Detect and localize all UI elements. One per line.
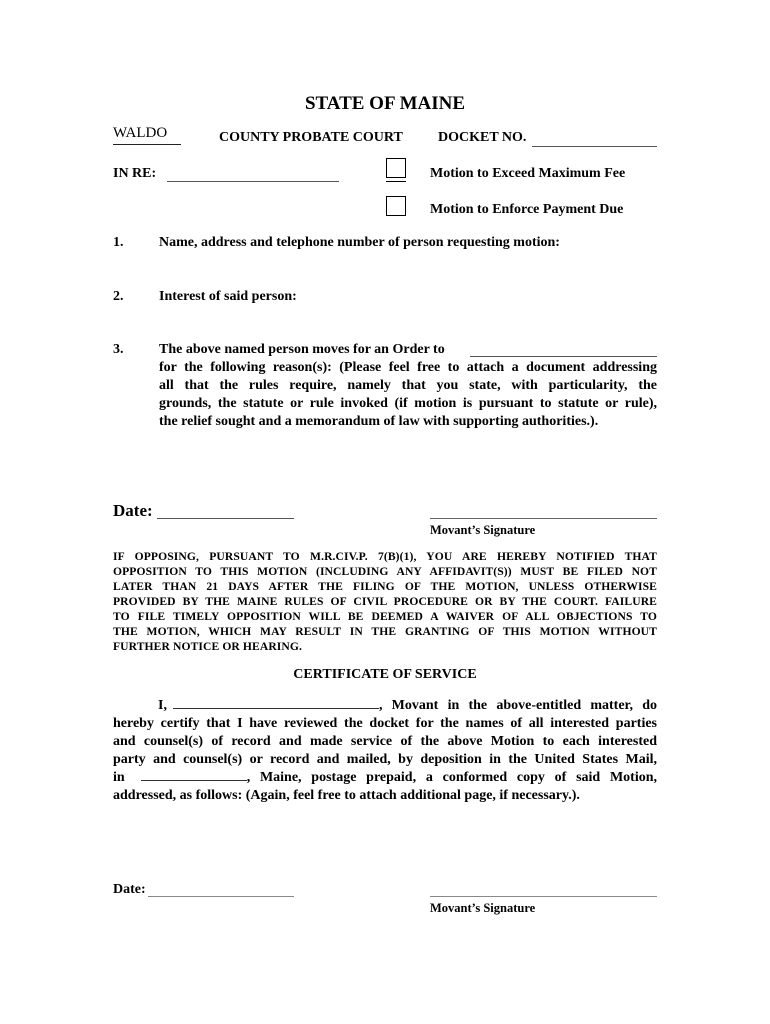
in-re-label: IN RE: bbox=[113, 166, 157, 181]
city-field[interactable] bbox=[141, 780, 247, 781]
movant-signature-field[interactable] bbox=[430, 518, 657, 519]
notice-line: TO FILE TIMELY OPPOSITION WILL BE DEEMED A WAIVER OF ALL OBJECTIONS TO bbox=[113, 610, 657, 623]
notice-line: THE MOTION, WHICH MAY RESULT IN THE GRANTING OF THIS MOTION WITHOUT bbox=[113, 625, 657, 638]
item-3-line: grounds, the statute or rule invoked (if motion is pursuant to statute or rule), bbox=[159, 396, 657, 411]
date-label-2: Date: bbox=[113, 882, 146, 897]
docket-number-field[interactable] bbox=[532, 146, 657, 147]
notice-line: FURTHER NOTICE OR HEARING. bbox=[113, 640, 302, 653]
item-2-number: 2. bbox=[113, 289, 124, 304]
certificate-line-5-rest: , Maine, postage prepaid, a conformed copy of said Motion, bbox=[246, 770, 657, 785]
certificate-title: CERTIFICATE OF SERVICE bbox=[293, 667, 477, 682]
item-3-line: for the following reason(s): (Please feel free to attach a document addressing bbox=[159, 360, 657, 375]
notice-line: PROVIDED BY THE MAINE RULES OF CIVIL PROCEDURE OR BY THE COURT. FAILURE bbox=[113, 595, 657, 608]
certificate-line-3: and counsel(s) of record and made service of the above Motion to each interested bbox=[113, 734, 657, 749]
item-3-number: 3. bbox=[113, 342, 124, 357]
certificate-in: in bbox=[113, 770, 125, 785]
docket-label: DOCKET NO. bbox=[438, 130, 527, 145]
date-field-2[interactable] bbox=[148, 896, 294, 897]
order-field[interactable] bbox=[470, 356, 657, 357]
enforce-payment-label: Motion to Enforce Payment Due bbox=[430, 202, 624, 217]
movant-name-field[interactable] bbox=[173, 708, 379, 709]
opposition-notice bbox=[113, 549, 657, 654]
exceed-fee-label: Motion to Exceed Maximum Fee bbox=[430, 166, 626, 181]
item-3-text-first: The above named person moves for an Order to bbox=[159, 342, 445, 357]
certificate-i: I, bbox=[158, 698, 167, 713]
enforce-payment-checkbox[interactable] bbox=[386, 196, 406, 216]
certificate-body bbox=[113, 697, 657, 805]
date-label: Date: bbox=[113, 501, 153, 520]
page-title: STATE OF MAINE bbox=[304, 93, 466, 114]
item-1-text: Name, address and telephone number of person requesting motion: bbox=[159, 235, 560, 250]
certificate-line-4: party and counsel(s) or record and mailed, by deposition in the United States Mail, bbox=[113, 752, 657, 767]
movant-signature-caption-2: Movant’s Signature bbox=[430, 901, 536, 915]
checkbox-underline bbox=[386, 181, 406, 182]
notice-line: LATER THAN 21 DAYS AFTER THE FILING OF THE MOTION, UNLESS OTHERWISE bbox=[113, 580, 657, 593]
in-re-field[interactable] bbox=[167, 181, 339, 182]
item-2-text: Interest of said person: bbox=[159, 289, 297, 304]
certificate-line-6: addressed, as follows: (Again, feel free to attach additional page, if necessary.). bbox=[113, 788, 580, 803]
exceed-fee-checkbox[interactable] bbox=[386, 158, 406, 178]
certificate-line-5 bbox=[113, 769, 657, 787]
date-field[interactable] bbox=[157, 518, 294, 519]
movant-signature-field-2[interactable] bbox=[430, 896, 657, 897]
movant-signature-caption: Movant’s Signature bbox=[430, 523, 536, 537]
notice-line: IF OPPOSING, PURSUANT TO M.R.CIV.P. 7(B)(1), YOU ARE HEREBY NOTIFIED THAT bbox=[113, 550, 657, 563]
county-underline bbox=[113, 144, 181, 145]
county-field[interactable] bbox=[113, 124, 181, 142]
certificate-line-1-rest: , Movant in the above-entitled matter, do bbox=[378, 698, 657, 713]
item-1-number: 1. bbox=[113, 235, 124, 250]
court-name: COUNTY PROBATE COURT bbox=[219, 130, 403, 145]
certificate-line-1 bbox=[113, 697, 657, 715]
notice-line: OPPOSITION TO THIS MOTION (INCLUDING ANY AFFIDAVIT(S)) MUST BE FILED NOT bbox=[113, 565, 657, 578]
item-3-line: all that the rules require, namely that you state, with particularity, the bbox=[159, 378, 657, 393]
item-3-line: the relief sought and a memorandum of law with supporting authorities.). bbox=[159, 414, 599, 429]
county-value: WALDO bbox=[113, 125, 168, 141]
item-3-body bbox=[159, 359, 657, 431]
certificate-line-2: hereby certify that I have reviewed the docket for the names of all interested parties bbox=[113, 716, 657, 731]
